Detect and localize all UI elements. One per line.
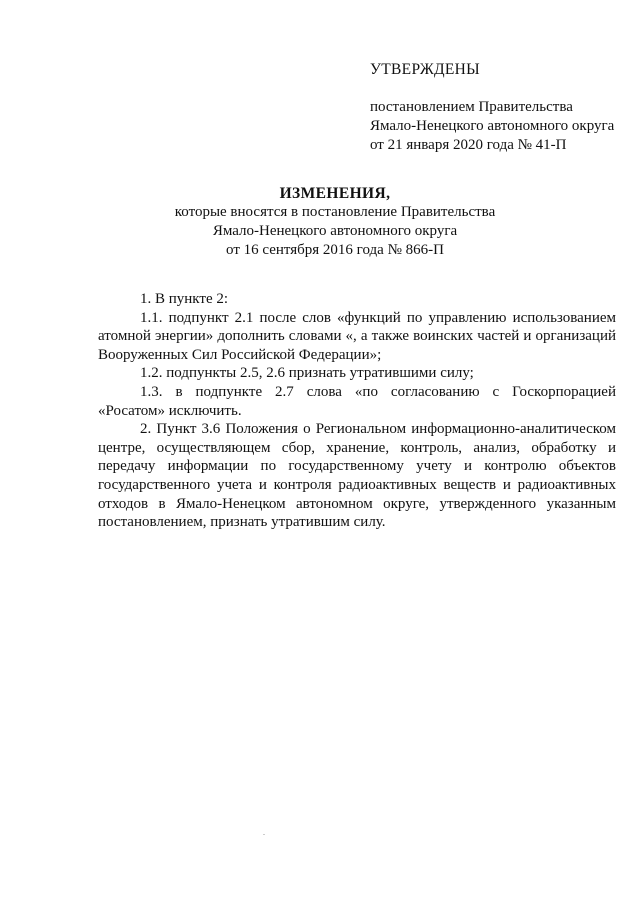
title-heading: ИЗМЕНЕНИЯ, xyxy=(279,185,391,202)
approved-label: УТВЕРЖДЕНЫ xyxy=(370,61,480,78)
text-line: постановлением, признать утратившим силу. xyxy=(98,514,386,531)
text-line: передачу информации по государственному учету и контролю объектов xyxy=(98,458,616,475)
text-line: государственного учета и контроля радиоактивных веществ и радиоактивных xyxy=(98,476,616,493)
paragraph-item-1-3 xyxy=(98,383,616,420)
document-body xyxy=(98,290,616,532)
approval-line: постановлением Правительства xyxy=(370,99,573,115)
paragraph-item-2 xyxy=(98,420,616,532)
text-line: 2. Пункт 3.6 Положения о Региональном информационно-аналитическом xyxy=(140,421,616,438)
title-subline: от 16 сентября 2016 года № 866-П xyxy=(226,242,444,258)
paragraph-item-1: 1. В пункте 2: xyxy=(140,291,229,307)
scan-speck xyxy=(263,834,265,835)
approval-stamp xyxy=(370,60,620,155)
text-line: центре, осуществляющем сбор, хранение, контроль, анализ, обработку и xyxy=(98,439,616,456)
text-line: отходов в Ямало-Ненецком автономном округе, утвержденного указанным xyxy=(98,495,616,512)
text-line: Вооруженных Сил Российской Федерации»; xyxy=(98,346,382,363)
text-line: 1.1. подпункт 2.1 после слов «функций по управлению использованием xyxy=(140,309,616,326)
text-line: атомной энергии» дополнить словами «, а также воинских частей и организаций xyxy=(98,328,616,345)
paragraph-item-1-1 xyxy=(98,309,616,365)
approval-line: Ямало-Ненецкого автономного округа xyxy=(370,118,615,134)
text-line: «Росатом» исключить. xyxy=(98,402,242,419)
paragraph-item-1-2: 1.2. подпункты 2.5, 2.6 признать утратившими силу; xyxy=(140,365,474,382)
title-subline: Ямало-Ненецкого автономного округа xyxy=(212,223,458,239)
document-title xyxy=(150,184,520,260)
approval-line: от 21 января 2020 года № 41-П xyxy=(370,137,567,153)
title-subline: которые вносятся в постановление Правительства xyxy=(174,204,496,220)
text-line: 1.3. в подпункте 2.7 слова «по согласованию с Госкорпорацией xyxy=(140,383,616,400)
